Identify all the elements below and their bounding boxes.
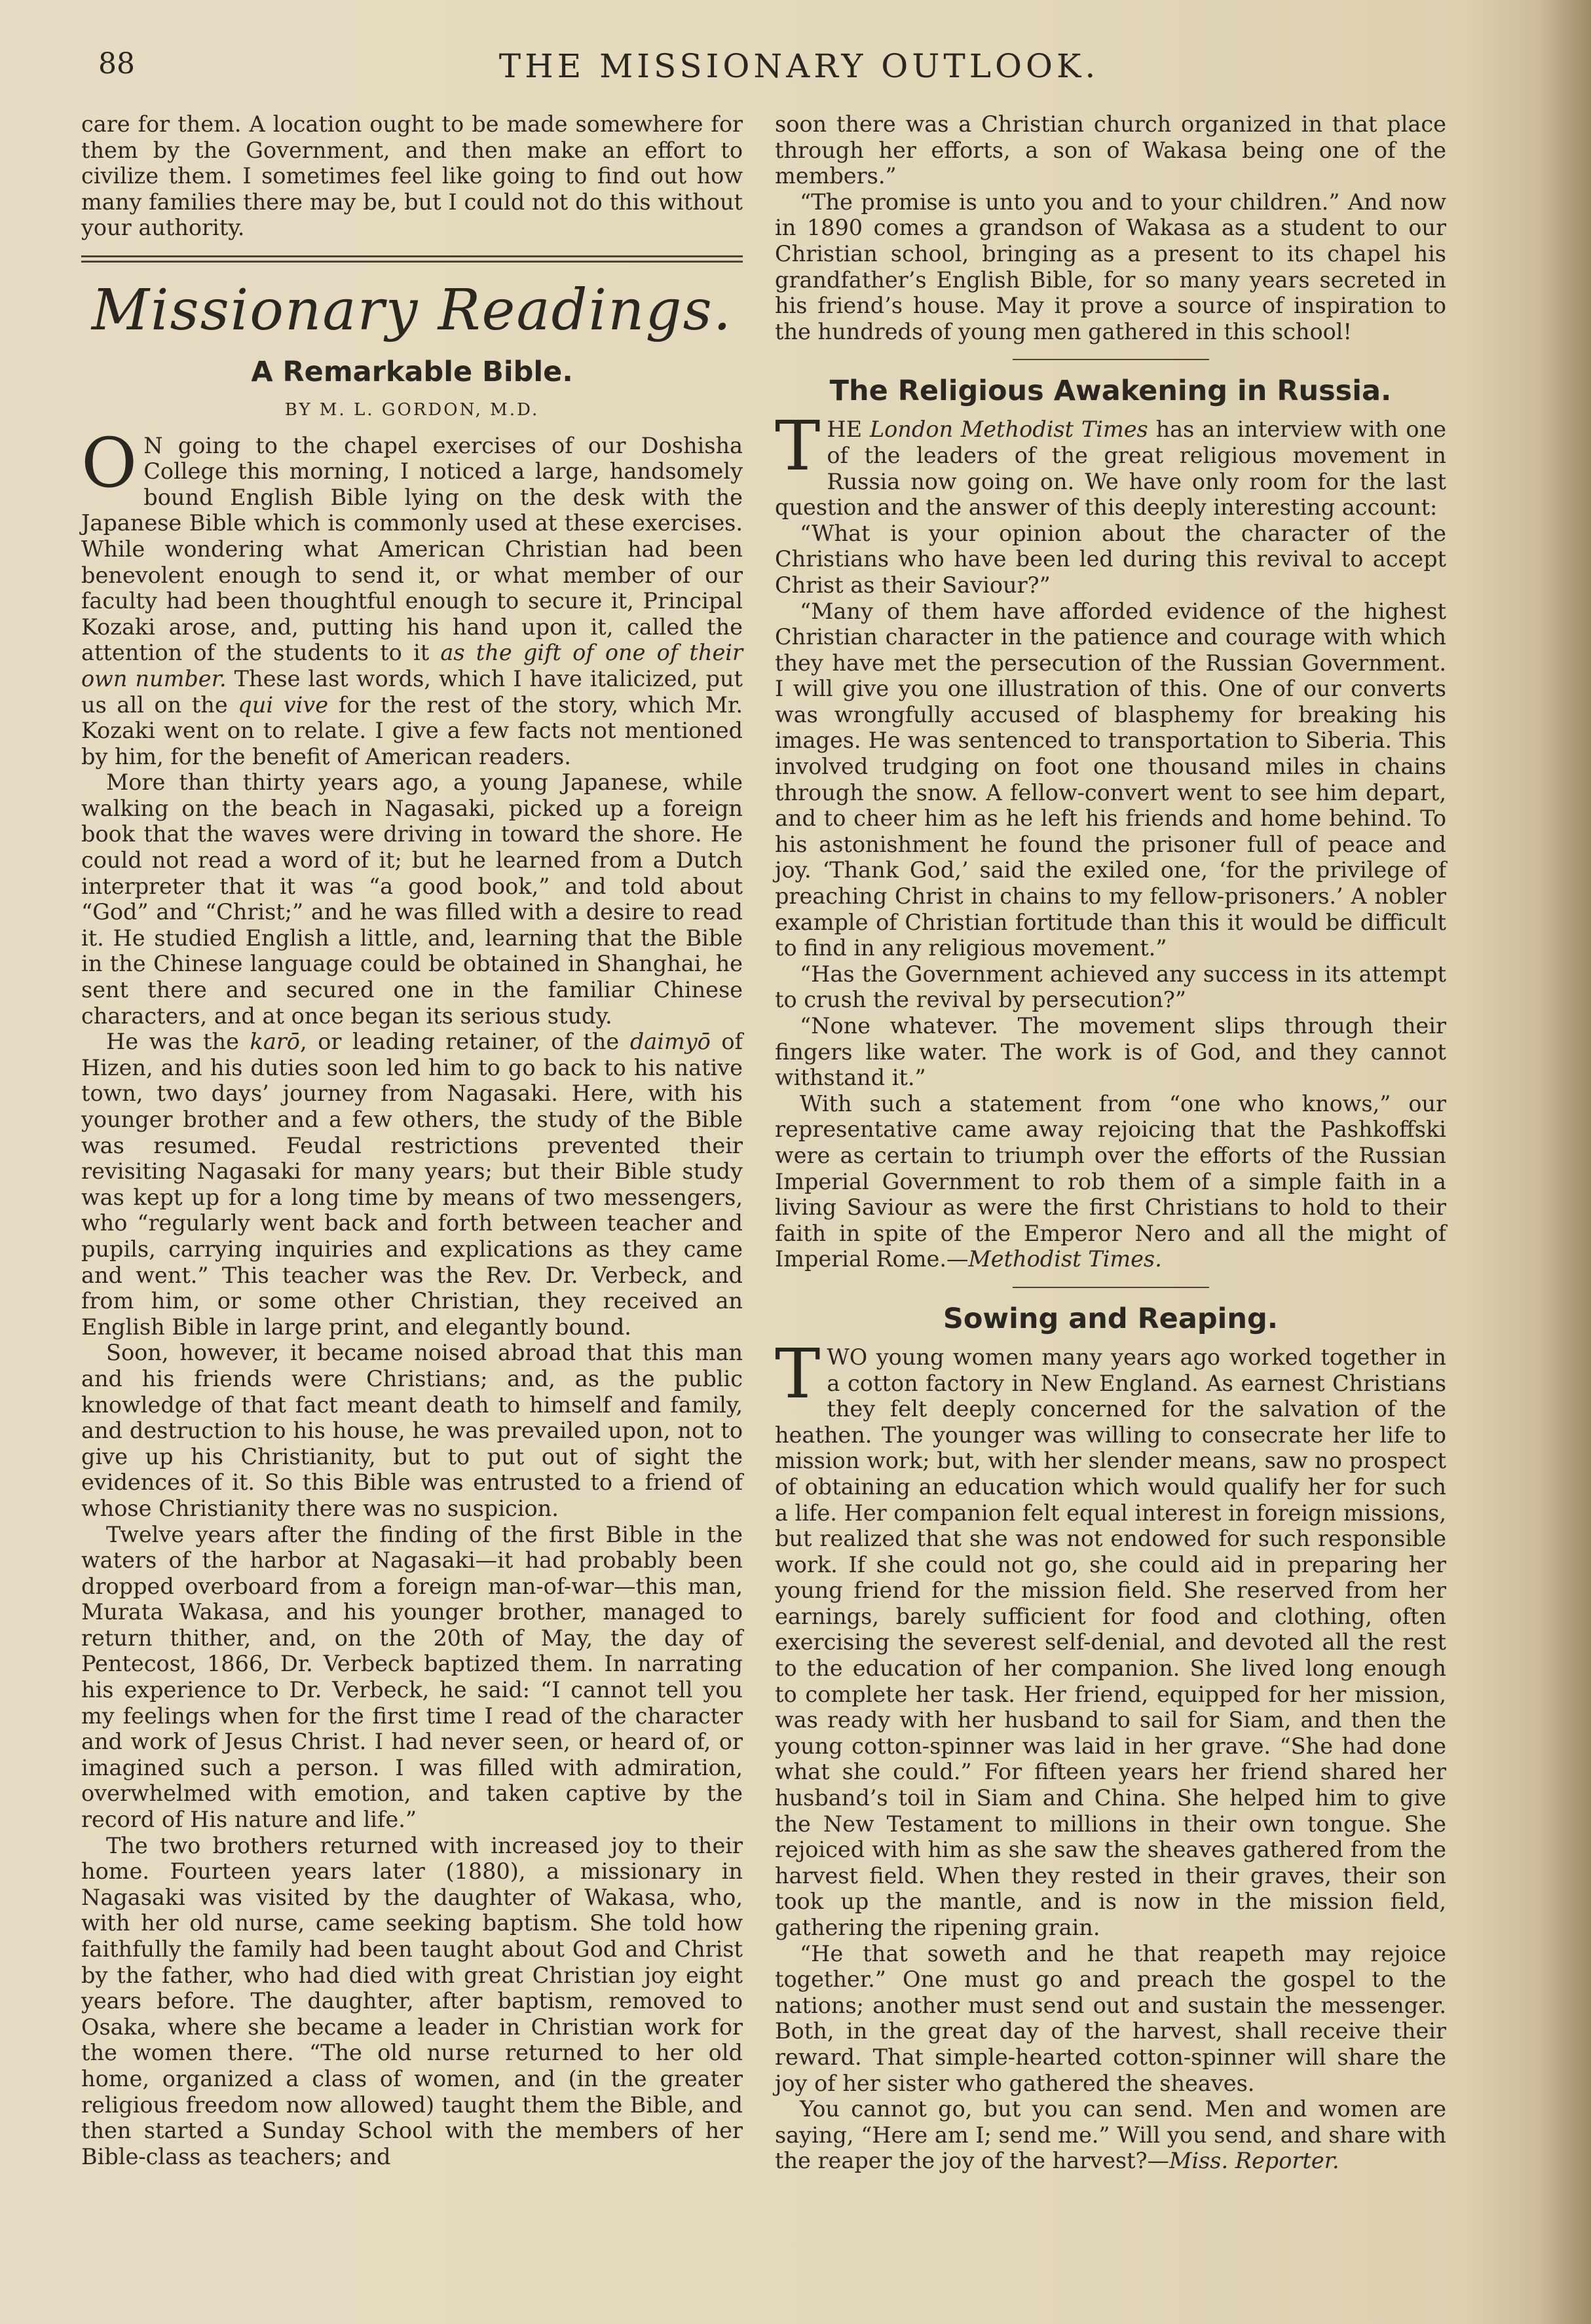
article-paragraph: You cannot go, but you can send. Men and women are saying, “Here am I; send me.” Will you send, and share with the reaper the joy of the harvest?—Miss. Reporter. <box>775 2096 1446 2174</box>
binding-shadow <box>1539 0 1591 2324</box>
drop-cap: O <box>81 422 138 503</box>
article-paragraph: “He that soweth and he that reapeth may rejoice together.” One must go and preach the gospel to the nations; another must send out and sustain the messenger. Both, in the great day of the harvest, shall receive their reward. That simple-hearted cotton-spinner will share the joy of her sister who gathered the sheaves. <box>775 1940 1446 2096</box>
article-paragraph: The two brothers returned with increased joy to their home. Fourteen years later (1880), a missionary in Nagasaki was visited by the daughter of Wakasa, who, with her old nurse, came seeking baptism. She told how faithfully the family had been taught about God and Christ by the father, who had died with great Christian joy eight years before. The daughter, after baptism, removed to Osaka, where she became a leader in Christian work for the women there. “The old nurse returned to her old home, organized a class of women, and (in the greater religious freedom now allowed) taught them the Bible, and then started a Sunday School with the members of her Bible-class as teachers; and <box>81 1832 743 2169</box>
department-title: Missionary Readings. <box>91 277 733 343</box>
left-column <box>81 111 743 2169</box>
drop-cap: T <box>775 406 821 487</box>
continuation-paragraph: care for them. A location ought to be made somewhere for them by the Government, and then make an effort to civilize them. I sometimes feel like going to find out how many families there may be, but I could not do this without your authority. <box>81 111 743 241</box>
article-paragraph: “None whatever. The movement slips through their fingers like water. The work is of God, and they cannot withstand it.” <box>775 1013 1446 1091</box>
article-paragraph: “Has the Government achieved any success in its attempt to crush the revival by persecution?” <box>775 961 1446 1013</box>
article-divider <box>1013 1287 1209 1288</box>
right-column <box>775 111 1446 2174</box>
article-paragraph: More than thirty years ago, a young Japanese, while walking on the beach in Nagasaki, picked up a foreign book that the waves were driving in toward the shore. He could not read a word of it; but he learned from a Dutch interpreter that it was “a good book,” and told about “God” and “Christ;” and he was filled with a desire to read it. He studied English a little, and, learning that the Bible in the Chinese language could be obtained in Shanghai, he sent there and secured one in the familiar Chinese characters, and at once began its serious study. <box>81 769 743 1029</box>
article-paragraph: “What is your opinion about the character of the Christians who have been led during this revival to accept Christ as their Saviour?” <box>775 520 1446 598</box>
running-header <box>0 41 1591 100</box>
article-paragraph: THE London Methodist Times has an interview with one of the leaders of the great religious movement in Russia now going on. We have only room for the last question and the answer of this deeply interesting account: <box>775 406 1446 521</box>
article-paragraph: He was the karō, or leading retainer, of the daimyō of Hizen, and his duties soon led him to go back to his native town, two days’ journey from Nagasaki. Here, with his younger brother and a few others, the study of the Bible was resumed. Feudal restrictions prevented their revisiting Nagasaki for many years; but their Bible study was kept up for a long time by means of two messengers, who “regularly went back and forth between teacher and pupils, carrying inquiries and explications as they came and went.” This teacher was the Rev. Dr. Verbeck, and from him, or some other Christian, they received an English Bible in large print, and elegantly bound. <box>81 1029 743 1340</box>
byline: BY M. L. GORDON, M.D. <box>284 399 540 420</box>
article-paragraph: “Many of them have afforded evidence of the highest Christian character in the patience and courage with which they have met the persecution of the Russian Government. I will give you one illustration of this. One of our converts was wrongfully accused of blasphemy for breaking his images. He was sentenced to transportation to Siberia. This involved trudging on foot one thousand miles in chains through the snow. A fellow-convert went to see him depart, and to cheer him as he left his friends and home behind. To his astonishment he found the prisoner full of peace and joy. ‘Thank God,’ said the exiled one, ‘for the privilege of preaching Christ in chains to my fellow-prisoners.’ A nobler example of Christian fortitude than this it would be difficult to find in any religious movement.” <box>775 598 1446 961</box>
article-title: A Remarkable Bible. <box>251 355 573 388</box>
drop-cap: T <box>775 1333 821 1414</box>
article-paragraph: Twelve years after the finding of the first Bible in the waters of the harbor at Nagasaki—it had probably been dropped overboard from a foreign man-of-war—this man, Murata Wakasa, and his younger brother, managed to return thither, and, on the 20th of May, the day of Pentecost, 1866, Dr. Verbeck baptized them. In narrating his experience to Dr. Verbeck, he said: “I cannot tell you my feelings when for the first time I read of the character and work of Jesus Christ. I had never seen, or heard of, or imagined such a person. I was filled with admiration, overwhelmed with emotion, and taken captive by the record of His nature and life.” <box>81 1521 743 1833</box>
article-paragraph: Soon, however, it became noised abroad that this man and his friends were Christians; and, as the public knowledge of that fact meant death to himself and family, and destruction to his house, he was prevailed upon, not to give up his Christianity, but to put out of sight the evidences of it. So this Bible was entrusted to a friend of whose Christianity there was no suspicion. <box>81 1340 743 1521</box>
article-title: Sowing and Reaping. <box>943 1302 1279 1335</box>
article-paragraph: With such a statement from “one who knows,” our representative came away rejoicing that the Pashkoffski were as certain to triumph over the efforts of the Russian Imperial Government to rob them of a simple faith in a living Saviour as were the first Christians to hold to their faith in spite of the Emperor Nero and all the might of Imperial Rome.—Methodist Times. <box>775 1090 1446 1272</box>
continuation-paragraph: soon there was a Christian church organized in that place through her efforts, a son of Wakasa being one of the members.” <box>775 111 1446 189</box>
page-number: 88 <box>98 47 135 81</box>
article-title: The Religious Awakening in Russia. <box>829 375 1392 408</box>
article-divider <box>1013 359 1209 360</box>
article-paragraph: TWO young women many years ago worked together in a cotton factory in New England. As earnest Christians they felt deeply concerned for the salvation of the heathen. The younger was willing to consecrate her life to mission work; but, with her slender means, saw no prospect of obtaining an education which would qualify her for such a life. Her companion felt equal interest in foreign missions, but realized that she was not endowed for such responsible work. If she could not go, she could aid in preparing her young friend for the mission field. She reserved from her earnings, barely sufficient for food and clothing, often exercising the severest self-denial, and devoted all the rest to the education of her companion. She lived long enough to complete her task. Her friend, equipped for her mission, was ready with her husband to sail for Siam, and then the young cotton-spinner was laid in her grave. “She had done what she could.” For fifteen years her friend shared her husband’s toil in Siam and China. She helped him to give the New Testament to millions in their own tongue. She rejoiced with him as she saw the sheaves gathered from the harvest field. When they rested in their graves, their son took up the mantle, and is now in the mission field, gathering the ripening grain. <box>775 1333 1446 1940</box>
article-paragraph: O N going to the chapel exercises of our Doshisha College this morning, I noticed a large, handsomely bound English Bible lying on the desk with the Japanese Bible which is commonly used at these exercises. While wondering what American Christian had been benevolent enough to send it, or what member of our faculty had been thoughtful enough to secure it, Principal Kozaki arose, and, putting his hand upon it, called the attention of the students to it as the gift of one of their own number. These last words, which I have italicized, put us all on the qui vive for the rest of the story, which Mr. Kozaki went on to relate. I give a few facts not mentioned by him, for the benefit of American readers. <box>81 422 743 769</box>
journal-title: THE MISSIONARY OUTLOOK. <box>498 47 1100 85</box>
article-paragraph: “The promise is unto you and to your children.” And now in 1890 comes a grandson of Wakasa as a student to our Christian school, bringing as a present to its chapel his grandfather’s English Bible, for so many years secreted in his friend’s house. May it prove a source of inspiration to the hundreds of young men gathered in this school! <box>775 189 1446 344</box>
section-divider <box>81 255 743 263</box>
